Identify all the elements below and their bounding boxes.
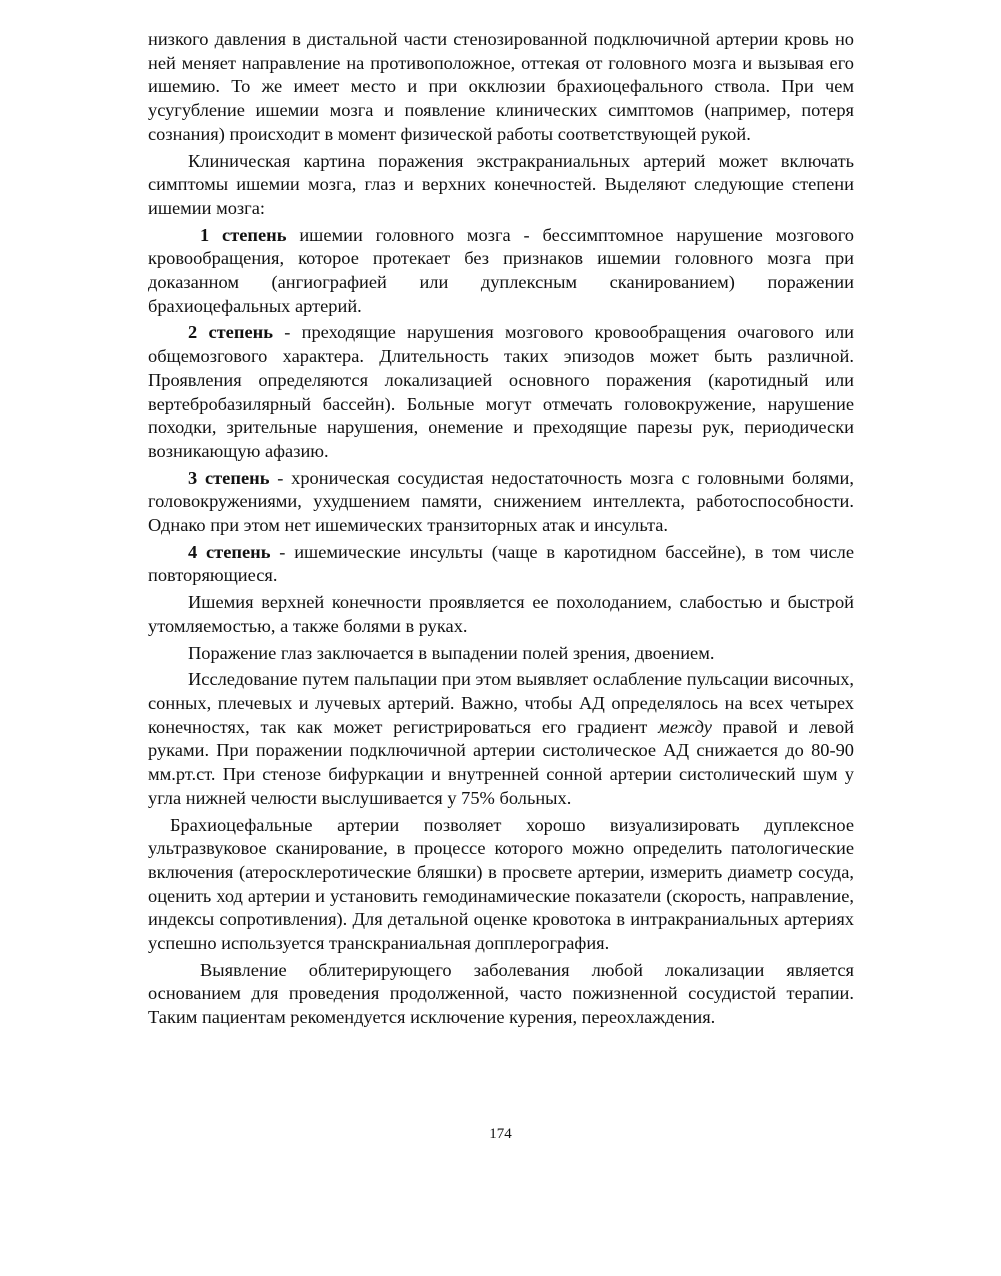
stage-2-label: 2 степень bbox=[188, 322, 273, 343]
paragraph-intro-continuation: низкого давления в дистальной части стенозированной подключичной артерии кровь но ней меняет направление на противоположное, оттекая от головного мозга и вызывая его ишемию. То же имеет место и при окклюзии брахиоцефального ствола. При чем усугубление ишемии мозга и появление клинических симптомов (например, потеря сознания) происходит в момент физической работы соответствующей рукой. bbox=[148, 29, 854, 144]
paragraph-duplex-scanning: Брахиоцефальные артерии позволяет хорошо визуализировать дуплексное ультразвуковое сканирование, в процессе которого можно определить патологические включения (атеросклеротические бляшки) в просвете артерии, измерить диаметр сосуда, оценить ход артерии и установить гемодинамические показатели (скорость, направление, индексы сопротивления). Для детальной оценке кровотока в интракраниальных артериях успешно используется транскраниальная допплерография. bbox=[148, 814, 854, 954]
document-body bbox=[148, 28, 854, 1033]
paragraph-stage-2 bbox=[148, 321, 854, 463]
palpation-text-a: Исследование путем пальпации при этом выявляет ослабление пульсации височных, сонных, плечевых и лучевых артерий. Важно, чтобы АД определялось на всех четырех конечностях, так как может регистрироваться его градиент bbox=[148, 669, 854, 737]
stage-3-label: 3 степень bbox=[188, 467, 270, 488]
paragraph-eyes: Поражение глаз заключается в выпадении полей зрения, двоением. bbox=[188, 642, 715, 663]
palpation-emphasis: между bbox=[658, 716, 712, 737]
paragraph-therapy: Выявление облитерирующего заболевания любой локализации является основанием для проведения продолженной, часто пожизненной сосудистой терапии. Таким пациентам рекомендуется исключение курения, переохлаждения. bbox=[148, 959, 854, 1028]
stage-3-text: - хроническая сосудистая недостаточность мозга с головными болями, головокружениями, ухудшением памяти, снижением интеллекта, работоспособности. Однако при этом нет ишемических транзиторных атак и инсульта. bbox=[148, 467, 854, 536]
paragraph-palpation bbox=[148, 668, 854, 810]
stage-1-text: ишемии головного мозга - бессимптомное нарушение мозгового кровообращения, которое протекает без признаков ишемии головного мозга при доказанном (ангиографией или дуплексным сканированием) поражении брахиоцефальных артерий. bbox=[148, 224, 855, 316]
paragraph-stage-1 bbox=[148, 224, 854, 319]
paragraph-stage-3 bbox=[148, 467, 854, 538]
stage-2-text: - преходящие нарушения мозгового кровообращения очагового или общемозгового характера. Длительность таких эпизодов может быть различной. Проявления определяются локализацией основного поражения (каротидный или вертебробазилярный бассейн). Больные могут отмечать головокружение, нарушение походки, зрительные нарушения, онемение и преходящие парезы рук, периодически возникающую афазию. bbox=[148, 322, 855, 461]
paragraph-upper-limb: Ишемия верхней конечности проявляется ее похолоданием, слабостью и быстрой утомляемостью, а также болями в руках. bbox=[148, 592, 854, 636]
page-number: 174 bbox=[489, 1126, 512, 1142]
paragraph-stage-4 bbox=[148, 541, 854, 588]
stage-4-text: - ишемические инсульты (чаще в каротидном бассейне), в том числе повторяющиеся. bbox=[148, 541, 854, 586]
paragraph-clinical-picture: Клиническая картина поражения экстракраниальных артерий может включать симптомы ишемии мозга, глаз и верхних конечностей. Выделяют следующие степени ишемии мозга: bbox=[148, 150, 854, 218]
palpation-text-b: правой и левой руками. При поражении подключичной артерии систолическое АД снижается до 80-90 мм.рт.ст. При стенозе бифуркации и внутренней сонной артерии систолический шум у угла нижней челюсти выслушивается у 75% больных. bbox=[148, 716, 854, 808]
stage-1-label: 1 степень bbox=[200, 224, 287, 245]
stage-4-label: 4 степень bbox=[188, 541, 271, 562]
